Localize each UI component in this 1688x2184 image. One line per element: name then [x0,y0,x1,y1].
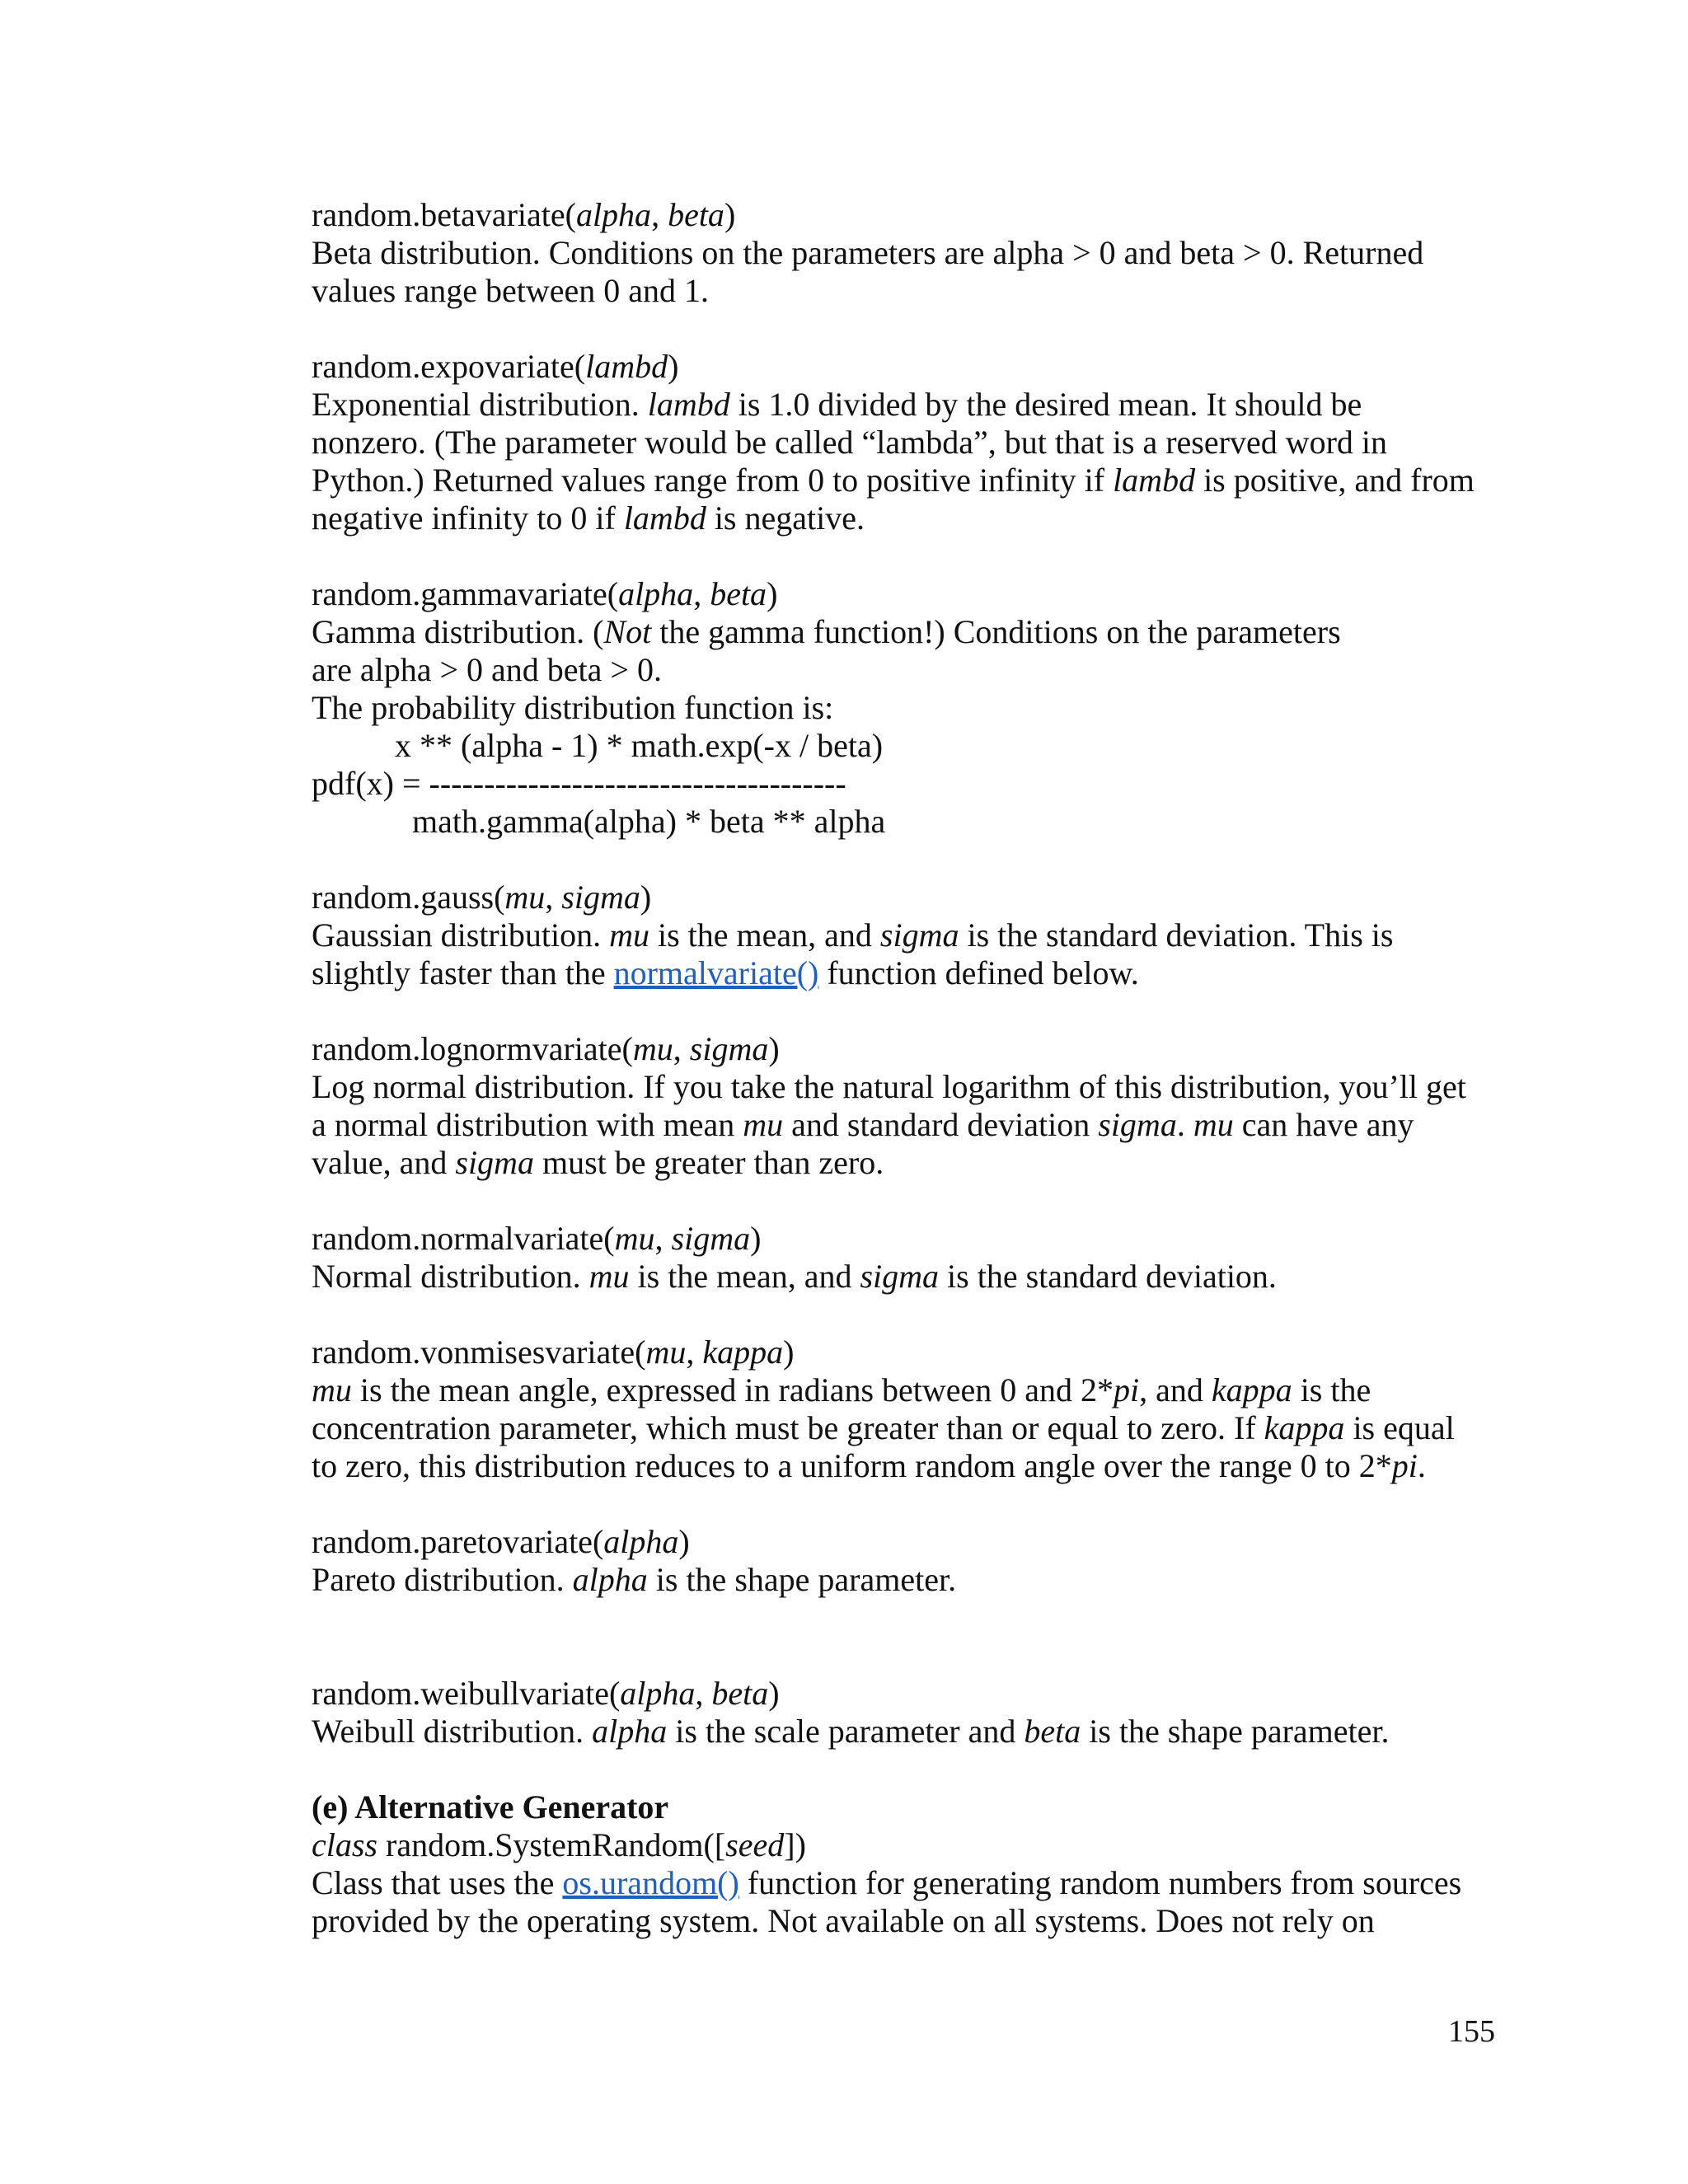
gauss-desc-line: Gaussian distribution. mu is the mean, and sigma is the standard deviation. This is [312,916,1394,954]
normalvariate-signature: random.normalvariate(mu, sigma) [312,1220,762,1257]
normalvariate-desc-line: Normal distribution. mu is the mean, and sigma is the standard deviation. [312,1258,1277,1295]
expovariate-desc-line: Exponential distribution. lambd is 1.0 divided by the desired mean. It should be [312,386,1362,423]
betavariate-signature: random.betavariate(alpha, beta) [312,196,736,233]
page-content [312,196,1523,1940]
systemrandom-desc-line: Class that uses the os.urandom() function for generating random numbers from sources [312,1864,1462,1901]
pdf-formula-numerator: x ** (alpha - 1) * math.exp(-x / beta) [395,727,884,764]
pdf-formula-denominator: math.gamma(alpha) * beta ** alpha [412,803,886,840]
weibullvariate-signature: random.weibullvariate(alpha, beta) [312,1675,780,1712]
weibullvariate-desc-line: Weibull distribution. alpha is the scale parameter and beta is the shape parameter. [312,1713,1390,1750]
vonmisesvariate-signature: random.vonmisesvariate(mu, kappa) [312,1333,795,1371]
gammavariate-desc-line: are alpha > 0 and beta > 0. [312,651,662,688]
lognormvariate-desc-line: Log normal distribution. If you take the natural logarithm of this distribution, you’ll get [312,1068,1466,1105]
gammavariate-signature: random.gammavariate(alpha, beta) [312,575,778,612]
normalvariate-link[interactable]: normalvariate() [613,954,819,991]
gammavariate-desc-line: Gamma distribution. (Not the gamma function!) Conditions on the parameters [312,613,1341,650]
betavariate-desc-line: Beta distribution. Conditions on the parameters are alpha > 0 and beta > 0. Returned [312,234,1424,271]
pdf-formula-fraction-line: pdf(x) = -------------------------------------- [312,765,846,802]
lognormvariate-desc-line: a normal distribution with mean mu and standard deviation sigma. mu can have any [312,1106,1414,1143]
lognormvariate-desc-line: value, and sigma must be greater than zero. [312,1144,884,1181]
section-heading: (e) Alternative Generator [312,1788,669,1825]
systemrandom-desc-line: provided by the operating system. Not available on all systems. Does not rely on [312,1902,1375,1939]
page-number: 155 [1448,2014,1495,2049]
expovariate-signature: random.expovariate(lambd) [312,348,679,385]
betavariate-desc-line: values range between 0 and 1. [312,272,710,309]
paretovariate-desc-line: Pareto distribution. alpha is the shape parameter. [312,1561,957,1598]
gauss-signature: random.gauss(mu, sigma) [312,879,652,916]
expovariate-desc-line: Python.) Returned values range from 0 to positive infinity if lambd is positive, and from [312,462,1475,499]
vonmisesvariate-desc-line: concentration parameter, which must be greater than or equal to zero. If kappa is equal [312,1409,1455,1446]
os-urandom-link[interactable]: os.urandom() [562,1864,739,1901]
gauss-desc-line: slightly faster than the normalvariate() function defined below. [312,954,1139,991]
expovariate-desc-line: nonzero. (The parameter would be called “lambda”, but that is a reserved word in [312,424,1388,461]
systemrandom-signature: class random.SystemRandom([seed]) [312,1826,806,1863]
paretovariate-signature: random.paretovariate(alpha) [312,1523,690,1560]
gammavariate-desc-line: The probability distribution function is: [312,689,834,726]
vonmisesvariate-desc-line: mu is the mean angle, expressed in radians between 0 and 2*pi, and kappa is the [312,1371,1372,1408]
expovariate-desc-line: negative infinity to 0 if lambd is negative. [312,499,865,537]
lognormvariate-signature: random.lognormvariate(mu, sigma) [312,1030,780,1067]
vonmisesvariate-desc-line: to zero, this distribution reduces to a uniform random angle over the range 0 to 2*pi. [312,1447,1426,1484]
